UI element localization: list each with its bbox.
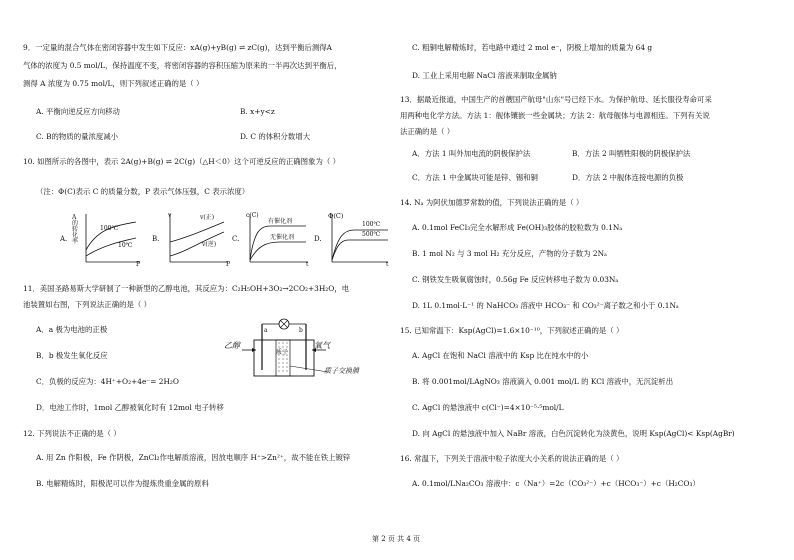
q14-option-c: C. 钢铁发生吸氧腐蚀时，0.56g Fe 反应转移电子数为 0.03Nₐ [412, 275, 619, 284]
electrode-b-label: b [299, 327, 303, 334]
q12-option-d: D. 工业上采用电解 NaCl 溶液来制取金属钠 [412, 71, 557, 80]
q9-line3: 测得 A 浓度为 0.75 mol/L，则下列叙述正确的是（ ） [23, 79, 204, 88]
oxygen-label: 氧气 [314, 341, 330, 350]
q13-option-c: C．方法 1 中金属块可能是锌、锡和铜 [412, 173, 538, 182]
graph-d-curve2: 500℃ [362, 231, 381, 238]
ethanol-label: 乙醇 [224, 341, 240, 350]
q14-option-d: D. 1L 0.1mol·L⁻¹ 的 NaHCO₃ 溶液中 HCO₃⁻ 和 CO₃²⁻离子数之和小于 0.1Nₐ [412, 301, 679, 310]
graph-c-letter: C. [232, 235, 240, 243]
q11-option-d: D．电池工作时，1mol 乙醇被氧化时有 12mol 电子转移 [36, 403, 224, 412]
q14-option-a: A. 0.1mol FeCl₃完全水解形成 Fe(OH)₃胶体的胶粒数为 0.1Nₐ [412, 223, 623, 232]
graph-c-xlabel: t [306, 261, 309, 268]
graph-a-ylabel: A的转化率 [72, 214, 79, 245]
q13-option-d: D．方法 2 中舰体连接电源的负极 [572, 173, 684, 182]
q15-option-c: C. AgCl 的悬浊液中 c(Cl⁻)=4×10⁻⁵·⁵mol/L [412, 403, 564, 412]
q13-option-b: B．方法 2 叫牺牲阳极的阴极保护法 [572, 149, 691, 158]
q11-option-a: A．a 极为电池的正极 [36, 325, 108, 334]
q9-option-a: A. 平衡向逆反应方向移动 [36, 107, 120, 116]
q11-option-b: B．b 极发生氧化反应 [36, 351, 108, 360]
q13-line1: 13．据最近报道，中国生产的首艘国产航母"山东"号已经下水。为保护航母、延长服役寿命可采 [400, 95, 712, 104]
q10-graphs [60, 212, 390, 272]
q16-option-a: A. 0.1mol/LNa₂CO₃ 溶液中：c（Na⁺）=2c（CO₃²⁻）+c（HCO₃⁻）+c（H₂CO₃） [412, 479, 700, 488]
q9-option-d: D. C 的体积分数增大 [240, 132, 311, 141]
q11-line2: 池装置如右图，下列说法正确的是（ ） [23, 300, 151, 309]
graph-b [160, 212, 232, 268]
q16-line1: 16. 常温下，下列关于溶液中粒子浓度大小关系的说法正确的是（ ） [400, 454, 624, 463]
graph-b-ylabel: v [168, 212, 172, 219]
q15-option-a: A. AgCl 在饱和 NaCl 溶液中的 Ksp 比在纯水中的小 [412, 351, 589, 360]
q13-line2: 用两种电化学方法。方法 1：舰体镶嵌一些金属块；方法 2：航母舰体与电源相连。下列有关说 [400, 111, 710, 120]
graph-c-curve1: 有催化剂 [268, 218, 293, 225]
q9-option-c: C. B的物质的量浓度减小 [36, 132, 119, 141]
q15-option-d: D. 向 AgCl 的悬浊液中加入 NaBr 溶液，白色沉淀转化为淡黄色，说明 Ksp(AgCl)< Ksp(AgBr) [412, 429, 735, 438]
graph-c-curve2: 无催化剂 [270, 234, 295, 241]
q13-line3: 法正确的是（ ） [400, 127, 455, 136]
proton-label: 质子 [276, 349, 289, 356]
graph-a-xlabel: P [136, 261, 141, 268]
q14-option-b: B. 1 mol N₂ 与 3 mol H₂ 充分反应，产物的分子数为 2Nₐ [412, 249, 607, 258]
page-footer: 第 2 页 共 4 页 [372, 535, 421, 543]
graph-a-letter: A. [60, 235, 68, 243]
q9-option-b: B. x+y<z [240, 107, 275, 116]
q9-line1: 9．一定量的混合气体在密闭容器中发生如下反应：xA(g)+yB(g) ⇌ zC(g)，达到平衡后测得A [23, 43, 332, 52]
graph-d-ylabel: Φ(C) [328, 212, 344, 220]
graph-b-curve2: v(逆) [202, 241, 217, 248]
q15-line1: 15. 已知常温下：Ksp(AgCl)=1.6×10⁻¹⁰，下列叙述正确的是（ ） [400, 326, 624, 335]
electrode-a-label: a [264, 327, 268, 334]
q12-option-c: C. 粗铜电解精炼时，若电路中通过 2 mol e⁻，阴极上增加的质量为 64 g [412, 43, 653, 52]
q15-option-b: B. 将 0.001mol/LAgNO₃ 溶液滴入 0.001 mol/L 的 KCl 溶液中，无沉淀析出 [412, 377, 674, 386]
graph-b-xlabel: P [226, 261, 231, 268]
q12-line1: 12. 下列说法不正确的是（ ） [23, 429, 121, 438]
fuel-cell-diagram [224, 316, 382, 392]
graph-d-xlabel: t [386, 261, 389, 268]
q11-line1: 11．美国圣路易斯大学研制了一种新型的乙醇电池，其反应为：C₂H₅OH+3O₂→2CO₂+3H₂O，电 [23, 284, 350, 293]
q11-option-c: C．负极的反应为：4H⁺+O₂+4e⁻= 2H₂O [36, 377, 179, 386]
graph-a-curve1: 100℃ [100, 225, 119, 232]
q10-line2: （注：Φ(C)表示 C 的质量分数，P 表示气体压强，C 表示浓度） [36, 187, 250, 196]
q10-line1: 10. 如图所示的各图中，表示 2A(g)+B(g) ⇌ 2C(g)（△H＜0）这个可逆反应的正确图象为（ ） [23, 157, 340, 166]
membrane-label: 质子交换膜 [324, 367, 359, 375]
q12-option-a: A. 用 Zn 作阳极，Fe 作阴极，ZnCl₂作电解质溶液，因放电顺序 H⁺>Zn²⁺，故不能在铁上镀锌 [36, 453, 351, 462]
graph-a [72, 212, 142, 268]
graph-c-ylabel: c(C) [246, 212, 259, 219]
q12-option-b: B. 电解精炼时，阳极泥可以作为提炼贵重金属的原料 [36, 479, 209, 488]
q14-line1: 14. Nₐ 为阿伏加德罗常数的值，下列说法正确的是（ ） [400, 198, 584, 207]
graph-a-curve2: 10℃ [118, 242, 133, 249]
graph-d-letter: D. [314, 235, 322, 243]
graph-b-letter: B. [152, 235, 160, 243]
graph-d-curve1: 100℃ [362, 221, 381, 228]
q13-option-a: A．方法 1 叫外加电流的阴极保护法 [412, 149, 531, 158]
graph-b-curve1: v(正) [200, 214, 215, 221]
q9-line2: 气体的浓度为 0.5 mol/L，保持温度不变，将密闭容器的容积压缩为原来的一半再次达到平衡后， [23, 61, 342, 70]
